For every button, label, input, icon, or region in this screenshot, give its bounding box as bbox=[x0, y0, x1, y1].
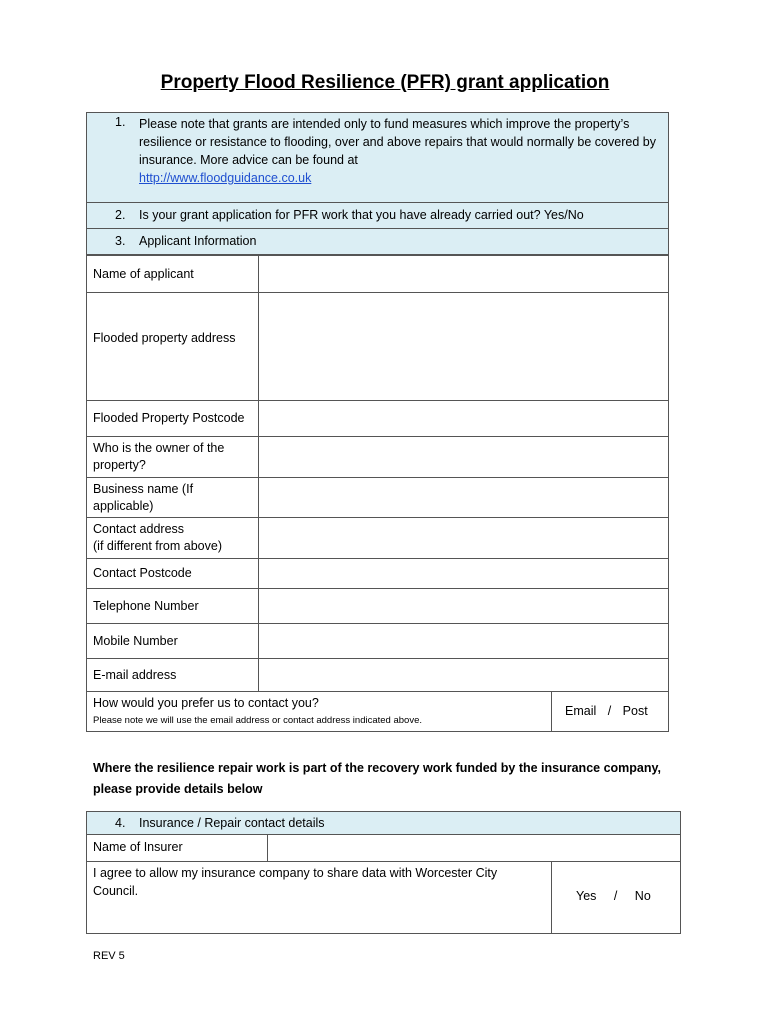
insurer-label: Name of Insurer bbox=[93, 840, 183, 854]
note-2 bbox=[86, 203, 669, 229]
telephone-label: Telephone Number bbox=[87, 589, 259, 624]
table-row bbox=[87, 589, 669, 624]
insurer-row bbox=[86, 835, 681, 862]
revision-label: REV 5 bbox=[93, 950, 125, 962]
email-input[interactable] bbox=[259, 659, 669, 692]
section-4-header bbox=[86, 811, 681, 835]
contact-preference-options[interactable]: Email / Post bbox=[565, 704, 648, 718]
name-input[interactable] bbox=[259, 256, 669, 293]
note-2-number: 2. bbox=[115, 208, 126, 222]
data-sharing-row bbox=[86, 862, 681, 934]
table-row bbox=[87, 559, 669, 589]
address-label: Flooded property address bbox=[87, 293, 259, 401]
table-row bbox=[87, 437, 669, 478]
contact-address-line-1: Contact address bbox=[93, 522, 185, 536]
owner-label: Who is the owner of the property? bbox=[87, 437, 259, 478]
section-3-title: Applicant Information bbox=[139, 234, 257, 248]
mobile-input[interactable] bbox=[259, 624, 669, 659]
divider bbox=[267, 835, 268, 861]
note-1 bbox=[86, 112, 669, 203]
note-1-number: 1. bbox=[115, 115, 126, 129]
address-input[interactable] bbox=[259, 293, 669, 401]
table-row bbox=[87, 624, 669, 659]
section-4-title: Insurance / Repair contact details bbox=[139, 816, 325, 830]
section-3-header bbox=[86, 229, 669, 255]
contact-preference-question: How would you prefer us to contact you? bbox=[93, 696, 319, 710]
contact-address-input[interactable] bbox=[259, 518, 669, 559]
page-title: Property Flood Resilience (PFR) grant application bbox=[160, 72, 610, 93]
table-row bbox=[87, 659, 669, 692]
section-4-number: 4. bbox=[115, 816, 126, 830]
telephone-input[interactable] bbox=[259, 589, 669, 624]
table-row bbox=[87, 478, 669, 518]
table-row bbox=[87, 401, 669, 437]
contact-postcode-input[interactable] bbox=[259, 559, 669, 589]
note-2-text: Is your grant application for PFR work that you have already carried out? Yes/No bbox=[139, 208, 584, 222]
contact-postcode-label: Contact Postcode bbox=[87, 559, 259, 589]
email-label: E-mail address bbox=[87, 659, 259, 692]
postcode-label: Flooded Property Postcode bbox=[87, 401, 259, 437]
contact-preference-note: Please note we will use the email address or contact address indicated above. bbox=[93, 715, 422, 726]
note-1-text: Please note that grants are intended only to fund measures which improve the property’s resilience or resistance to flooding, over and above repairs that would normally be covered by insurance. More advice can be found at bbox=[139, 117, 656, 167]
contact-preference-row bbox=[86, 691, 669, 732]
table-row bbox=[87, 518, 669, 559]
mobile-label: Mobile Number bbox=[87, 624, 259, 659]
insurance-note: Where the resilience repair work is part of the recovery work funded by the insurance company, please provide details below bbox=[93, 761, 661, 796]
contact-address-line-2: (if different from above) bbox=[93, 539, 222, 553]
divider bbox=[551, 862, 552, 933]
table-row bbox=[87, 293, 669, 401]
business-input[interactable] bbox=[259, 478, 669, 518]
divider bbox=[551, 692, 552, 731]
name-label: Name of applicant bbox=[87, 256, 259, 293]
flood-guidance-link[interactable]: http://www.floodguidance.co.uk bbox=[139, 171, 312, 185]
data-sharing-consent-text: I agree to allow my insurance company to share data with Worcester City Council. bbox=[93, 866, 498, 898]
contact-address-label bbox=[87, 518, 259, 559]
business-label: Business name (If applicable) bbox=[87, 478, 259, 518]
data-sharing-options[interactable]: Yes / No bbox=[576, 889, 651, 903]
owner-input[interactable] bbox=[259, 437, 669, 478]
table-row bbox=[87, 256, 669, 293]
applicant-info-table bbox=[86, 255, 669, 692]
section-3-number: 3. bbox=[115, 234, 126, 248]
postcode-input[interactable] bbox=[259, 401, 669, 437]
